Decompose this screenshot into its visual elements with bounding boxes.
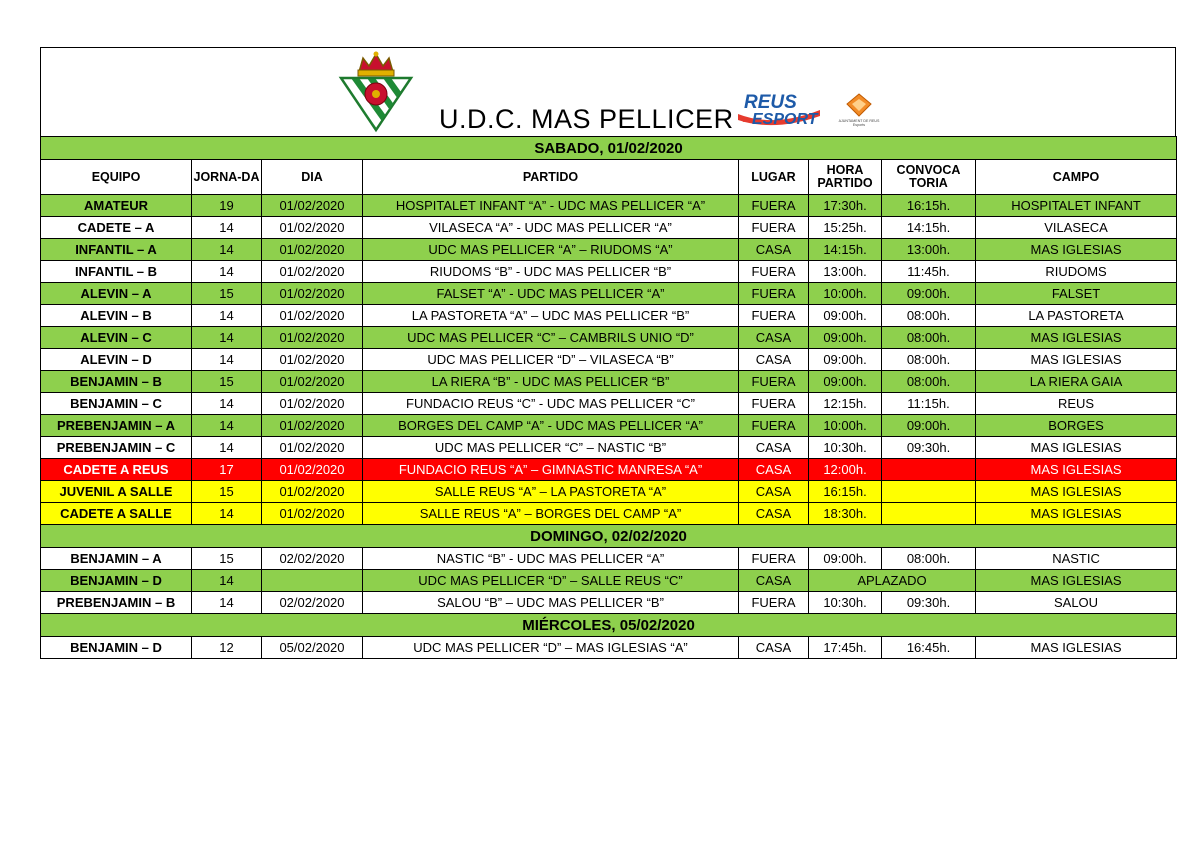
callup-cell (882, 459, 976, 481)
team-cell: CADETE A SALLE (41, 503, 192, 525)
field-cell: MAS IGLESIAS (976, 637, 1177, 659)
callup-cell (882, 481, 976, 503)
schedule-table (40, 136, 1177, 659)
match-row (41, 239, 1177, 261)
match-cell: VILASECA “A” - UDC MAS PELLICER “A” (363, 217, 739, 239)
team-cell: BENJAMIN – A (41, 548, 192, 570)
match-row (41, 459, 1177, 481)
match-row (41, 570, 1177, 592)
field-cell: MAS IGLESIAS (976, 481, 1177, 503)
jornada-cell: 14 (192, 261, 262, 283)
field-cell: HOSPITALET INFANT (976, 195, 1177, 217)
match-row (41, 261, 1177, 283)
kickoff-cell: 09:00h. (809, 327, 882, 349)
match-row (41, 305, 1177, 327)
date-cell: 01/02/2020 (262, 349, 363, 371)
jornada-cell: 15 (192, 371, 262, 393)
team-cell: AMATEUR (41, 195, 192, 217)
callup-cell: 11:15h. (882, 393, 976, 415)
field-cell: VILASECA (976, 217, 1177, 239)
match-row (41, 637, 1177, 659)
field-cell: LA RIERA GAIA (976, 371, 1177, 393)
schedule-sheet (40, 47, 1176, 659)
column-header: JORNA-DA (192, 160, 262, 195)
callup-cell: 08:00h. (882, 305, 976, 327)
callup-cell (882, 503, 976, 525)
jornada-cell: 17 (192, 459, 262, 481)
match-cell: SALOU “B” – UDC MAS PELLICER “B” (363, 592, 739, 614)
match-cell: NASTIC “B” - UDC MAS PELLICER “A” (363, 548, 739, 570)
date-cell: 05/02/2020 (262, 637, 363, 659)
column-header: PARTIDO (363, 160, 739, 195)
venue-type-cell: FUERA (739, 283, 809, 305)
column-header: CAMPO (976, 160, 1177, 195)
match-cell: FUNDACIO REUS “A” – GIMNASTIC MANRESA “A” (363, 459, 739, 481)
callup-cell: 08:00h. (882, 327, 976, 349)
venue-type-cell: CASA (739, 349, 809, 371)
match-cell: UDC MAS PELLICER “D” – MAS IGLESIAS “A” (363, 637, 739, 659)
kickoff-cell: 09:00h. (809, 548, 882, 570)
venue-type-cell: FUERA (739, 548, 809, 570)
callup-cell: 09:30h. (882, 592, 976, 614)
callup-cell: 14:15h. (882, 217, 976, 239)
kickoff-cell: 09:00h. (809, 371, 882, 393)
ajuntament-reus-logo (838, 92, 880, 128)
match-cell: UDC MAS PELLICER “A” – RIUDOMS “A” (363, 239, 739, 261)
field-cell: SALOU (976, 592, 1177, 614)
ajuntament-line1: AJUNTAMENT DE REUS (838, 119, 880, 123)
jornada-cell: 14 (192, 393, 262, 415)
venue-type-cell: FUERA (739, 371, 809, 393)
callup-cell: 16:45h. (882, 637, 976, 659)
field-cell: MAS IGLESIAS (976, 570, 1177, 592)
jornada-cell: 14 (192, 592, 262, 614)
callup-cell: 09:00h. (882, 283, 976, 305)
field-cell: MAS IGLESIAS (976, 327, 1177, 349)
field-cell: MAS IGLESIAS (976, 349, 1177, 371)
venue-type-cell: CASA (739, 481, 809, 503)
team-cell: BENJAMIN – C (41, 393, 192, 415)
match-cell: FALSET “A” - UDC MAS PELLICER “A” (363, 283, 739, 305)
kickoff-cell: 09:00h. (809, 349, 882, 371)
team-cell: CADETE A REUS (41, 459, 192, 481)
column-header: LUGAR (739, 160, 809, 195)
jornada-cell: 19 (192, 195, 262, 217)
jornada-cell: 15 (192, 283, 262, 305)
column-header-row (41, 160, 1177, 195)
jornada-cell: 14 (192, 437, 262, 459)
kickoff-cell: 09:00h. (809, 305, 882, 327)
reus-logo-small: es (742, 117, 750, 124)
venue-type-cell: FUERA (739, 305, 809, 327)
venue-type-cell: FUERA (739, 195, 809, 217)
jornada-cell: 12 (192, 637, 262, 659)
jornada-cell: 14 (192, 239, 262, 261)
field-cell: MAS IGLESIAS (976, 239, 1177, 261)
kickoff-cell: 15:25h. (809, 217, 882, 239)
venue-type-cell: FUERA (739, 415, 809, 437)
field-cell: RIUDOMS (976, 261, 1177, 283)
reus-logo-line2: ESPORT (752, 111, 818, 128)
kickoff-cell: 13:00h. (809, 261, 882, 283)
match-row (41, 195, 1177, 217)
match-row (41, 283, 1177, 305)
ajuntament-line2: Esports (852, 123, 866, 127)
reus-logo-line1: REUS (744, 92, 797, 113)
field-cell: LA PASTORETA (976, 305, 1177, 327)
team-cell: CADETE – A (41, 217, 192, 239)
team-cell: ALEVIN – D (41, 349, 192, 371)
date-cell: 01/02/2020 (262, 437, 363, 459)
date-cell: 01/02/2020 (262, 393, 363, 415)
venue-type-cell: CASA (739, 459, 809, 481)
venue-type-cell: CASA (739, 637, 809, 659)
club-crest-icon (337, 50, 415, 132)
date-cell: 01/02/2020 (262, 503, 363, 525)
match-row (41, 481, 1177, 503)
team-cell: ALEVIN – A (41, 283, 192, 305)
callup-cell: 08:00h. (882, 371, 976, 393)
jornada-cell: 15 (192, 481, 262, 503)
team-cell: PREBENJAMIN – B (41, 592, 192, 614)
jornada-cell: 14 (192, 305, 262, 327)
match-cell: FUNDACIO REUS “C” - UDC MAS PELLICER “C” (363, 393, 739, 415)
column-header: CONVOCA TORIA (882, 160, 976, 195)
match-cell: UDC MAS PELLICER “D” – SALLE REUS “C” (363, 570, 739, 592)
column-header: DIA (262, 160, 363, 195)
kickoff-cell: 17:30h. (809, 195, 882, 217)
date-cell: 01/02/2020 (262, 239, 363, 261)
date-cell: 01/02/2020 (262, 283, 363, 305)
match-row (41, 371, 1177, 393)
date-cell: 02/02/2020 (262, 548, 363, 570)
match-cell: LA PASTORETA “A” – UDC MAS PELLICER “B” (363, 305, 739, 327)
date-cell: 01/02/2020 (262, 415, 363, 437)
field-cell: MAS IGLESIAS (976, 437, 1177, 459)
day-header-row (41, 614, 1177, 637)
match-cell: SALLE REUS “A” – LA PASTORETA “A” (363, 481, 739, 503)
field-cell: NASTIC (976, 548, 1177, 570)
team-cell: BENJAMIN – B (41, 371, 192, 393)
match-row (41, 393, 1177, 415)
callup-cell: 08:00h. (882, 548, 976, 570)
date-cell: 02/02/2020 (262, 592, 363, 614)
date-cell (262, 570, 363, 592)
venue-type-cell: FUERA (739, 393, 809, 415)
field-cell: BORGES (976, 415, 1177, 437)
date-cell: 01/02/2020 (262, 305, 363, 327)
field-cell: REUS (976, 393, 1177, 415)
field-cell: MAS IGLESIAS (976, 459, 1177, 481)
jornada-cell: 14 (192, 217, 262, 239)
kickoff-cell: 14:15h. (809, 239, 882, 261)
date-cell: 01/02/2020 (262, 459, 363, 481)
day-header-row (41, 525, 1177, 548)
date-cell: 01/02/2020 (262, 261, 363, 283)
callup-cell: 16:15h. (882, 195, 976, 217)
team-cell: ALEVIN – C (41, 327, 192, 349)
date-cell: 01/02/2020 (262, 327, 363, 349)
match-cell: SALLE REUS “A” – BORGES DEL CAMP “A” (363, 503, 739, 525)
callup-cell: 09:00h. (882, 415, 976, 437)
callup-cell: 08:00h. (882, 349, 976, 371)
field-cell: MAS IGLESIAS (976, 503, 1177, 525)
callup-cell: 11:45h. (882, 261, 976, 283)
match-row (41, 592, 1177, 614)
jornada-cell: 14 (192, 327, 262, 349)
reus-esport-logo (734, 88, 824, 132)
kickoff-cell: 10:00h. (809, 283, 882, 305)
venue-type-cell: CASA (739, 570, 809, 592)
jornada-cell: 14 (192, 415, 262, 437)
day-title: DOMINGO, 02/02/2020 (41, 525, 1177, 548)
jornada-cell: 14 (192, 349, 262, 371)
team-cell: INFANTIL – A (41, 239, 192, 261)
callup-cell: 09:30h. (882, 437, 976, 459)
team-cell: ALEVIN – B (41, 305, 192, 327)
jornada-cell: 14 (192, 570, 262, 592)
match-cell: RIUDOMS “B” - UDC MAS PELLICER “B” (363, 261, 739, 283)
day-header-row (41, 137, 1177, 160)
match-row (41, 327, 1177, 349)
venue-type-cell: FUERA (739, 592, 809, 614)
team-cell: BENJAMIN – D (41, 637, 192, 659)
kickoff-cell: 10:30h. (809, 592, 882, 614)
team-cell: INFANTIL – B (41, 261, 192, 283)
venue-type-cell: FUERA (739, 217, 809, 239)
match-row (41, 548, 1177, 570)
match-row (41, 503, 1177, 525)
day-title: MIÉRCOLES, 05/02/2020 (41, 614, 1177, 637)
kickoff-cell: 17:45h. (809, 637, 882, 659)
sheet-header (40, 47, 1176, 136)
kickoff-cell: 18:30h. (809, 503, 882, 525)
venue-type-cell: CASA (739, 503, 809, 525)
kickoff-cell: 10:00h. (809, 415, 882, 437)
date-cell: 01/02/2020 (262, 195, 363, 217)
match-cell: BORGES DEL CAMP “A” - UDC MAS PELLICER “A” (363, 415, 739, 437)
match-row (41, 415, 1177, 437)
match-cell: HOSPITALET INFANT “A” - UDC MAS PELLICER “A” (363, 195, 739, 217)
team-cell: PREBENJAMIN – A (41, 415, 192, 437)
kickoff-cell: 10:30h. (809, 437, 882, 459)
kickoff-cell: 12:15h. (809, 393, 882, 415)
kickoff-cell: 12:00h. (809, 459, 882, 481)
column-header: HORA PARTIDO (809, 160, 882, 195)
field-cell: FALSET (976, 283, 1177, 305)
date-cell: 01/02/2020 (262, 371, 363, 393)
kickoff-cell: 16:15h. (809, 481, 882, 503)
jornada-cell: 15 (192, 548, 262, 570)
date-cell: 01/02/2020 (262, 481, 363, 503)
venue-type-cell: CASA (739, 327, 809, 349)
match-row (41, 349, 1177, 371)
callup-cell: 13:00h. (882, 239, 976, 261)
date-cell: 01/02/2020 (262, 217, 363, 239)
venue-type-cell: FUERA (739, 261, 809, 283)
match-cell: UDC MAS PELLICER “C” – CAMBRILS UNIO “D” (363, 327, 739, 349)
club-title: U.D.C. MAS PELLICER (439, 104, 734, 134)
venue-type-cell: CASA (739, 239, 809, 261)
team-cell: JUVENIL A SALLE (41, 481, 192, 503)
day-title: SABADO, 01/02/2020 (41, 137, 1177, 160)
venue-type-cell: CASA (739, 437, 809, 459)
match-cell: UDC MAS PELLICER “D” – VILASECA “B” (363, 349, 739, 371)
match-row (41, 217, 1177, 239)
team-cell: PREBENJAMIN – C (41, 437, 192, 459)
team-cell: BENJAMIN – D (41, 570, 192, 592)
match-row (41, 437, 1177, 459)
column-header: EQUIPO (41, 160, 192, 195)
match-cell: LA RIERA “B” - UDC MAS PELLICER “B” (363, 371, 739, 393)
postponed-cell: APLAZADO (809, 570, 976, 592)
match-cell: UDC MAS PELLICER “C” – NASTIC “B” (363, 437, 739, 459)
jornada-cell: 14 (192, 503, 262, 525)
